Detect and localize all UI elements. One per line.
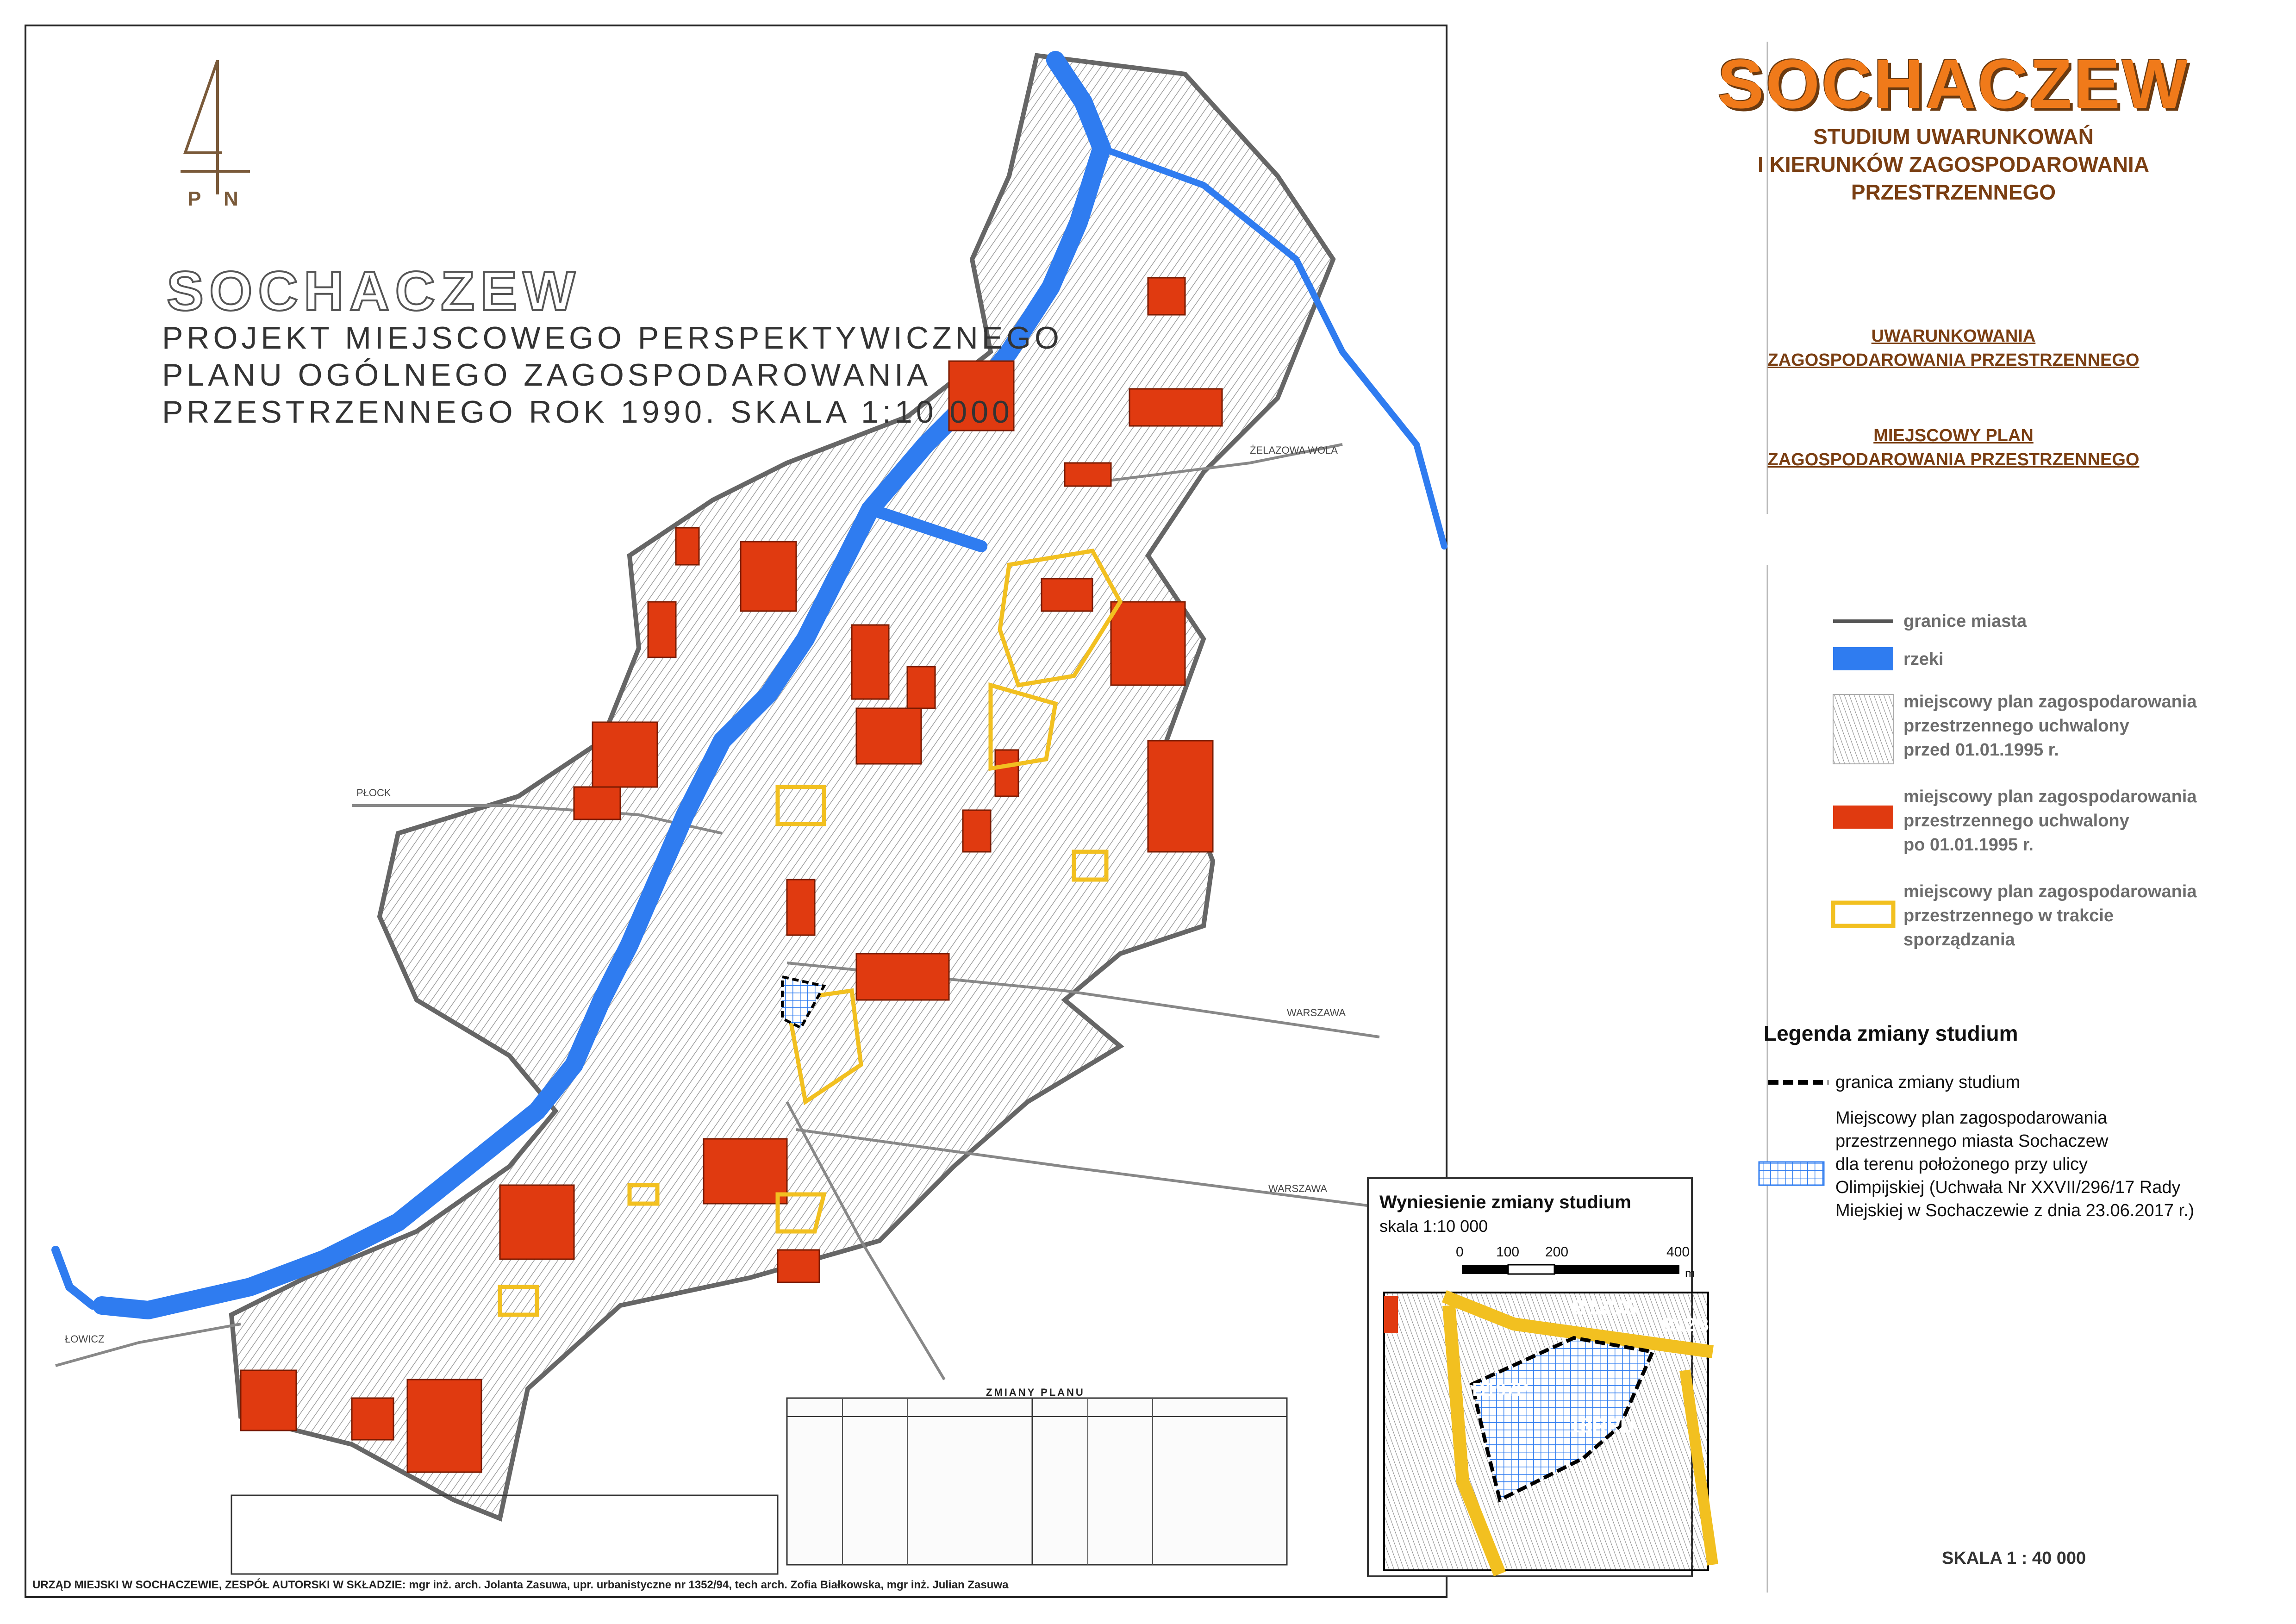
road-label-warszawa: WARSZAWA: [1268, 1183, 1328, 1194]
legend-item-plan-after: [1903, 785, 2197, 857]
legend-item-river: [1903, 647, 1944, 671]
plan-area: [995, 750, 1018, 796]
plan-area: [1148, 741, 1213, 852]
plan-area: [407, 1380, 481, 1472]
legend-change-line: Olimpijskiej (Uchwała Nr XXVII/296/17 Rady: [1835, 1178, 2181, 1197]
legend-label: przed 01.01.1995 r.: [1903, 740, 2059, 760]
legend-change-boundary-label: granica zmiany studium: [1835, 1073, 2021, 1092]
plan-area: [1042, 579, 1092, 611]
legend-change-title: Legenda zmiany studium: [1764, 1021, 2018, 1045]
legend-label: miejscowy plan zagospodarowania: [1903, 787, 2197, 806]
plan-area: [593, 722, 657, 787]
section-line[interactable]: ZAGOSPODAROWANIA PRZESTRZENNEGO: [1767, 350, 2140, 370]
map-title-big: SOCHACZEW: [167, 260, 581, 322]
legend-label: miejscowy plan zagospodarowania: [1903, 692, 2197, 712]
subtitle-line: PRZESTRZENNEGO: [1851, 180, 2056, 204]
scale-tick: 200: [1545, 1244, 1569, 1260]
plan-area: [856, 954, 949, 1000]
plan-area: [1148, 278, 1185, 315]
legend-item-plan-before: [1903, 690, 2197, 762]
plan-area: [352, 1398, 393, 1440]
inset-title: Wyniesienie zmiany studium: [1379, 1192, 1631, 1212]
plan-area: [1111, 602, 1185, 685]
page-subtitle: [1648, 123, 2259, 206]
legend-change-line: Miejscowy plan zagospodarowania: [1835, 1108, 2108, 1128]
scale-tick: 0: [1456, 1244, 1464, 1260]
legend-swatch-river: [1833, 647, 1893, 670]
section-line[interactable]: MIEJSCOWY PLAN: [1873, 426, 2034, 445]
legend-swatch-progress: [1833, 903, 1893, 926]
legend-item-plan-progress: [1903, 880, 2197, 952]
north-letter-p: P: [187, 187, 201, 210]
plan-area: [500, 1185, 574, 1259]
inset-label: B13US: [1572, 1296, 1637, 1319]
plan-area: [907, 667, 935, 708]
inset-map: [1368, 1178, 1713, 1576]
plan-area: [704, 1139, 787, 1204]
legend-label: po 01.01.1995 r.: [1903, 835, 2034, 855]
north-letter-n: N: [224, 187, 238, 210]
section-uwarunkowania[interactable]: [1648, 324, 2259, 372]
scale-label: SKALA 1 : 40 000: [1942, 1549, 2086, 1568]
plan-area: [1065, 463, 1111, 486]
plan-area: [741, 542, 796, 611]
legend-label: przestrzennego uchwalony: [1903, 716, 2129, 736]
inset-label: B12B: [1662, 1315, 1710, 1335]
plan-area: [856, 708, 921, 764]
section-miejscowy-plan[interactable]: [1648, 424, 2259, 472]
legend-label: przestrzennego uchwalony: [1903, 811, 2129, 831]
legend-swatch-before: [1833, 694, 1893, 764]
page-title: SOCHACZEW: [1717, 45, 2190, 123]
legend-change-line: Miejskiej w Sochaczewie z dnia 23.06.2017 r.): [1835, 1201, 2195, 1220]
changes-table-title: ZMIANY PLANU: [986, 1387, 1085, 1398]
legend-change-line: dla terenu położonego przy ulicy: [1835, 1155, 2088, 1174]
plan-area: [787, 880, 815, 935]
road-label-plock: PŁOCK: [356, 787, 391, 799]
map-title-line: PROJEKT MIEJSCOWEGO PERSPEKTYWICZNEGO: [162, 320, 1063, 356]
legend-change-plan: [1835, 1106, 2194, 1222]
legend-label: miejscowy plan zagospodarowania: [1903, 882, 2197, 901]
subtitle-line: I KIERUNKÓW ZAGOSPODAROWANIA: [1758, 152, 2149, 176]
legend-swatch-after: [1833, 806, 1893, 829]
plan-area: [778, 1250, 819, 1282]
legend-swatch-change-plan: [1759, 1162, 1824, 1185]
scale-bar-segment: [1462, 1265, 1508, 1274]
legend-change-line: przestrzennego miasta Sochaczew: [1835, 1131, 2109, 1151]
map-title-line: PLANU OGÓLNEGO ZAGOSPODAROWANIA: [162, 357, 932, 393]
plan-area: [963, 810, 991, 852]
legend-item-boundary: [1903, 609, 2027, 633]
plan-area: [574, 787, 620, 819]
section-line[interactable]: ZAGOSPODAROWANIA PRZESTRZENNEGO: [1767, 450, 2140, 469]
scale-tick: 400: [1666, 1244, 1690, 1260]
footer-authors: URZĄD MIEJSKI W SOCHACZEWIE, ZESPÓŁ AUTORSKI W SKŁADZIE: mgr inż. arch. Jolanta Zasuwa, upr. urbanistyczne nr 1352/94, tech arch. Zofia Białkowska, mgr inż. Julian Zasuwa: [32, 1579, 1009, 1591]
changes-table: [787, 1398, 1287, 1565]
road-label-zelazowa: ŻELAZOWA WOLA: [1250, 444, 1338, 456]
scale-unit: m: [1685, 1266, 1695, 1280]
inset-label: 18RPU: [1569, 1414, 1635, 1437]
plan-area: [676, 528, 699, 565]
legend-label: granice miasta: [1903, 612, 2027, 631]
subtitle-line: STUDIUM UWARUNKOWAŃ: [1813, 125, 2094, 149]
map-title-line: PRZESTRZENNEGO ROK 1990. SKALA 1:10 000: [162, 394, 1013, 430]
scale-bar-segment: [1554, 1265, 1679, 1274]
road-label-lowicz: ŁOWICZ: [65, 1333, 105, 1345]
legend-label: rzeki: [1903, 650, 1944, 669]
scale-tick: 100: [1496, 1244, 1520, 1260]
plan-area: [852, 625, 889, 699]
plan-area: [241, 1370, 296, 1430]
map-title: [162, 319, 1063, 431]
plan-area: [1129, 389, 1222, 426]
inset-label: B197P: [1472, 1380, 1529, 1400]
road-label-warszawa: WARSZAWA: [1287, 1007, 1346, 1018]
section-line[interactable]: UWARUNKOWANIA: [1871, 326, 2036, 346]
legend-label: sporządzania: [1903, 930, 2015, 949]
inset-scale: skala 1:10 000: [1379, 1217, 1488, 1236]
scale-bar-segment: [1508, 1265, 1554, 1274]
plan-area: [648, 602, 676, 657]
legend-label: przestrzennego w trakcie: [1903, 906, 2114, 925]
